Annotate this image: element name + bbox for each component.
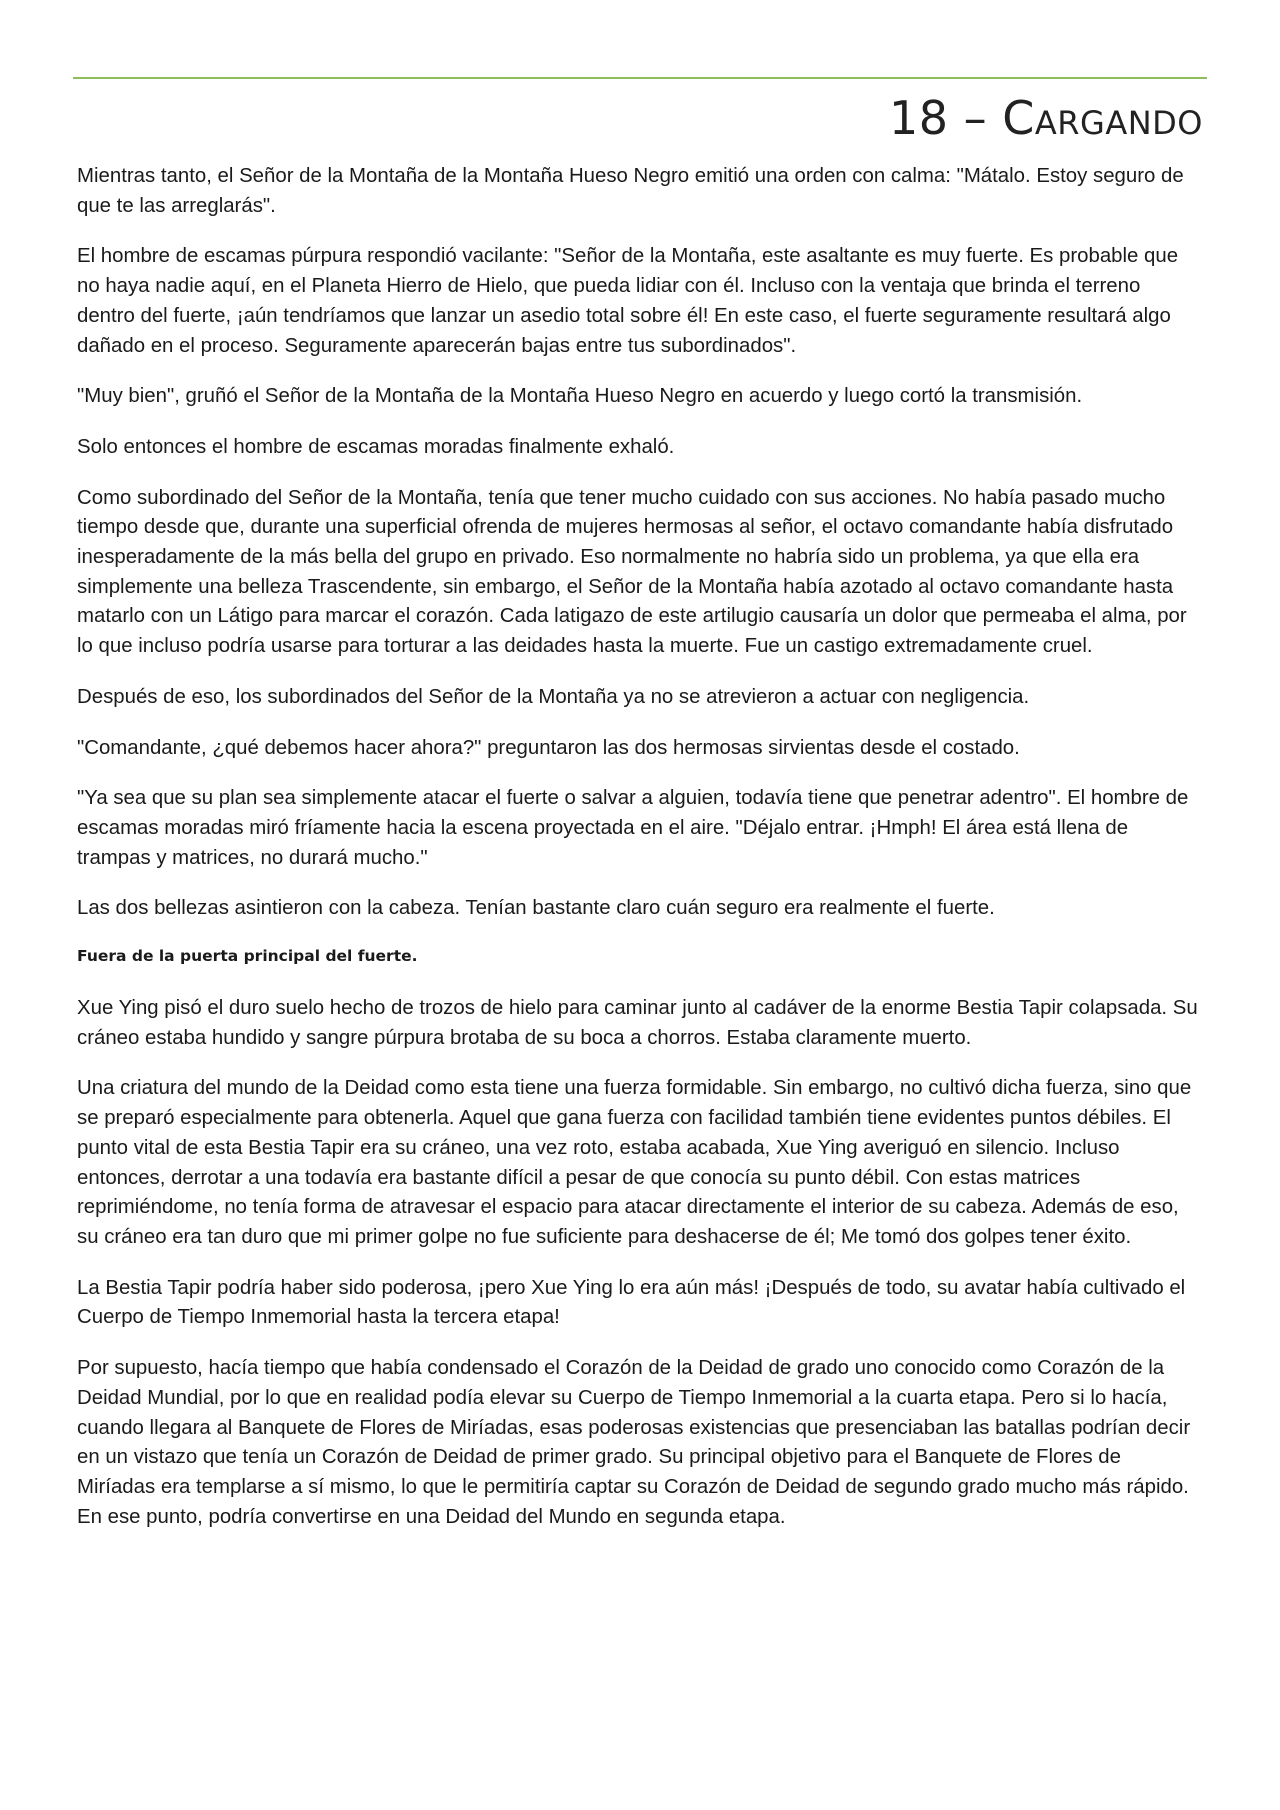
paragraph: Después de eso, los subordinados del Señor de la Montaña ya no se atrevieron a actuar con negligencia. <box>77 685 1030 708</box>
paragraph: Por supuesto, hacía tiempo que había condensado el Corazón de la Deidad de grado uno conocido como Corazón de la Deidad Mundial, por lo que en realidad podía elevar su Cuerpo de Tiempo Inmemorial a la cuarta etapa. Pero si lo hacía, cuando llegara al Banquete de Flores de Miríadas, esas poderosas existencias que presenciaban las batallas podrían decir en un vistazo que tenía un Corazón de Deidad de primer grado. Su principal objetivo para el Banquete de Flores de Miríadas era templarse a sí mismo, lo que le permitiría captar su Corazón de Deidad de segundo grado mucho más rápido. En ese punto, podría convertirse en una Deidad del Mundo en segunda etapa. <box>77 1357 1191 1528</box>
paragraph: Como subordinado del Señor de la Montaña, tenía que tener mucho cuidado con sus acciones. No había pasado mucho tiempo desde que, durante una superficial ofrenda de mujeres hermosas al señor, el octavo comandante había disfrutado inesperadamente de la más bella del grupo en privado. Eso normalmente no habría sido un problema, ya que ella era simplemente una belleza Trascendente, sin embargo, el Señor de la Montaña había azotado al octavo comandante hasta matarlo con un Látigo para marcar el corazón. Cada latigazo de este artilugio causaría un dolor que permeaba el alma, por lo que incluso podría usarse para torturar a las deidades hasta la muerte. Fue un castigo extremadamente cruel. <box>77 486 1187 658</box>
paragraph: "Ya sea que su plan sea simplemente atacar el fuerte o salvar a alguien, todavía tiene que penetrar adentro". El hombre de escamas moradas miró fríamente hacia la escena proyectada en el aire. "Déjalo entrar. ¡Hmph! El área está llena de trampas y matrices, no durará mucho." <box>77 787 1189 869</box>
chapter-title: 18 – Cargando <box>889 91 1203 145</box>
paragraph: Xue Ying pisó el duro suelo hecho de trozos de hielo para caminar junto al cadáver de la enorme Bestia Tapir colapsada. Su cráneo estaba hundido y sangre púrpura brotaba de su boca a chorros. Estaba claramente muerto. <box>77 997 1198 1049</box>
paragraph: El hombre de escamas púrpura respondió vacilante: "Señor de la Montaña, este asaltante es muy fuerte. Es probable que no haya nadie aquí, en el Planeta Hierro de Hielo, que pueda lidiar con él. Incluso con la ventaja que brinda el terreno dentro del fuerte, ¡aún tendríamos que lanzar un asedio total sobre él! En este caso, el fuerte seguramente resultará algo dañado en el proceso. Seguramente aparecerán bajas entre tus subordinados". <box>77 245 1179 357</box>
page-body <box>77 162 1203 1553</box>
paragraph: Una criatura del mundo de la Deidad como esta tiene una fuerza formidable. Sin embargo, no cultivó dicha fuerza, sino que se preparó especialmente para obtenerla. Aquel que gana fuerza con facilidad también tiene evidentes puntos débiles. El punto vital de esta Bestia Tapir era su cráneo, una vez roto, estaba acabada, Xue Ying averiguó en silencio. Incluso entonces, derrotar a una todavía era bastante difícil a pesar de que conocía su punto débil. Con estas matrices reprimiéndome, no tenía forma de atravesar el espacio para atacar directamente el interior de su cabeza. Además de eso, su cráneo era tan duro que mi primer golpe no fue suficiente para deshacerse de él; Me tomó dos golpes tener éxito. <box>77 1077 1192 1248</box>
paragraph: Mientras tanto, el Señor de la Montaña de la Montaña Hueso Negro emitió una orden con calma: "Mátalo. Estoy seguro de que te las arreglarás". <box>77 165 1184 217</box>
paragraph: Solo entonces el hombre de escamas moradas finalmente exhaló. <box>77 435 675 458</box>
header-rule <box>73 77 1207 79</box>
paragraph: Las dos bellezas asintieron con la cabeza. Tenían bastante claro cuán seguro era realmente el fuerte. <box>77 897 995 920</box>
paragraph: "Comandante, ¿qué debemos hacer ahora?" preguntaron las dos hermosas sirvientas desde el costado. <box>77 736 1020 759</box>
paragraph: La Bestia Tapir podría haber sido poderosa, ¡pero Xue Ying lo era aún más! ¡Después de todo, su avatar había cultivado el Cuerpo de Tiempo Inmemorial hasta la tercera etapa! <box>77 1276 1186 1329</box>
scene-heading: Fuera de la puerta principal del fuerte. <box>77 947 418 966</box>
paragraph: "Muy bien", gruñó el Señor de la Montaña de la Montaña Hueso Negro en acuerdo y luego cortó la transmisión. <box>77 385 1083 408</box>
